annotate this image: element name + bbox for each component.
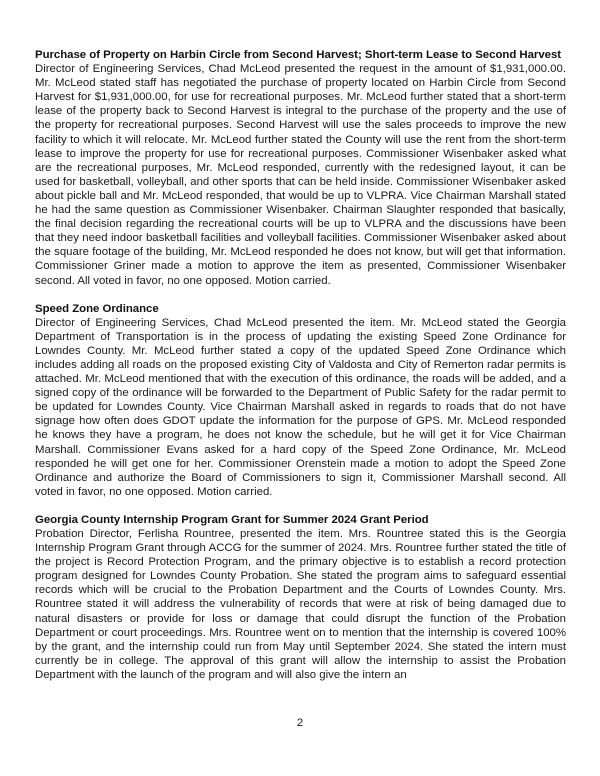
- page-number: 2: [296, 717, 304, 729]
- section-heading: Georgia County Internship Program Grant for Summer 2024 Grant Period: [35, 513, 429, 526]
- document-body: [35, 48, 566, 682]
- section-heading: Purchase of Property on Harbin Circle from Second Harvest; Short-term Lease to Second Harvest: [35, 49, 562, 61]
- section-paragraph: Probation Director, Ferlisha Rountree, presented the item. Mrs. Rountree stated this is the Georgia Internship Program Grant through ACCG for the summer of 2024. Mrs. Rountree further stated the title of the project is Record Protection Program, and the primary objective is to establish a record protection program designed for Lowndes County Probation. She stated the program aims to safeguard essential records which will be crucial to the Probation Department and the Courts of Lowndes County. Mrs. Rountree stated it will address the vulnerability of records that were at risk of being damaged due to natural disasters or provide for loss or damage that could disrupt the function of the Probation Department or court proceedings. Mrs. Rountree went on to mention that the internship is covered 100% by the grant, and the internship could run from May until September 2024. She stated the intern must currently be in college. The approval of this grant will allow the internship to assist the Probation Department with the launch of the program and will also give the intern an: [35, 528, 566, 681]
- section-heading: Speed Zone Ordinance: [35, 302, 159, 315]
- section-paragraph: Director of Engineering Services, Chad McLeod presented the item. Mr. McLeod stated the Georgia Department of Transportation is in the process of updating the existing Speed Zone Ordinance for Lowndes County. Mr. McLeod further stated a copy of the updated Speed Zone Ordinance which includes adding all roads on the proposed existing City of Valdosta and City of Remerton radar permits is attached. Mr. McLeod mentioned that with the execution of this ordinance, the roads will be added, and a signed copy of the ordinance will be forwarded to the Department of Public Safety for the radar permit to be updated for Lowndes County. Vice Chairman Marshall asked in regards to roads that do not have signage how often does GDOT update the information for the purpose of GPS. Mr. McLeod responded he knows they have a program, he does not know the schedule, but he will get it for Vice Chairman Marshall. Commissioner Evans asked for a hard copy of the Speed Zone Ordinance, Mr. McLeod responded he will get one for her. Commissioner Orenstein made a motion to adopt the Speed Zone Ordinance and authorize the Board of Commissioners to sign it, Commissioner Marshall second. All voted in favor, no one opposed. Motion carried.: [35, 316, 566, 498]
- section-purchase-of-property: [35, 48, 566, 288]
- section-internship-program-grant: [35, 513, 566, 682]
- section-speed-zone-ordinance: [35, 302, 566, 499]
- section-paragraph: Director of Engineering Services, Chad McLeod presented the request in the amount of $1,931,000.00. Mr. McLeod stated staff has negotiated the purchase of property located on Harbin Circle from Second Harvest for $1,931,000.00, for use for recreational purposes. Mr. McLeod further stated that a short-term lease of the property back to Second Harvest is integral to the purchase of the property and the use of the property for recreational purposes. Second Harvest will use the sales proceeds to improve the new facility to which it will relocate. Mr. McLeod further stated the County will use the rent from the short-term lease to improve the property for use for recreational purposes. Commissioner Wisenbaker asked what are the recreational purposes, Mr. McLeod responded, currently with the redesigned layout, it can be used for basketball, volleyball, and other sports that can be held inside. Commissioner Wisenbaker asked about pickle ball and Mr. McLeod responded, that would be up to VLPRA. Vice Chairman Marshall stated he had the same question as Commissioner Wisenbaker. Chairman Slaughter responded that basically, the final decision regarding the recreational courts will be up to VLPRA and the discussions have been that they need indoor basketball facilities and volleyball facilities. Commissioner Wisenbaker asked about the square footage of the building, Mr. McLeod responded he does not know, but will get that information. Commissioner Griner made a motion to approve the item as presented, Commissioner Wisenbaker second. All voted in favor, no one opposed. Motion carried.: [35, 63, 566, 287]
